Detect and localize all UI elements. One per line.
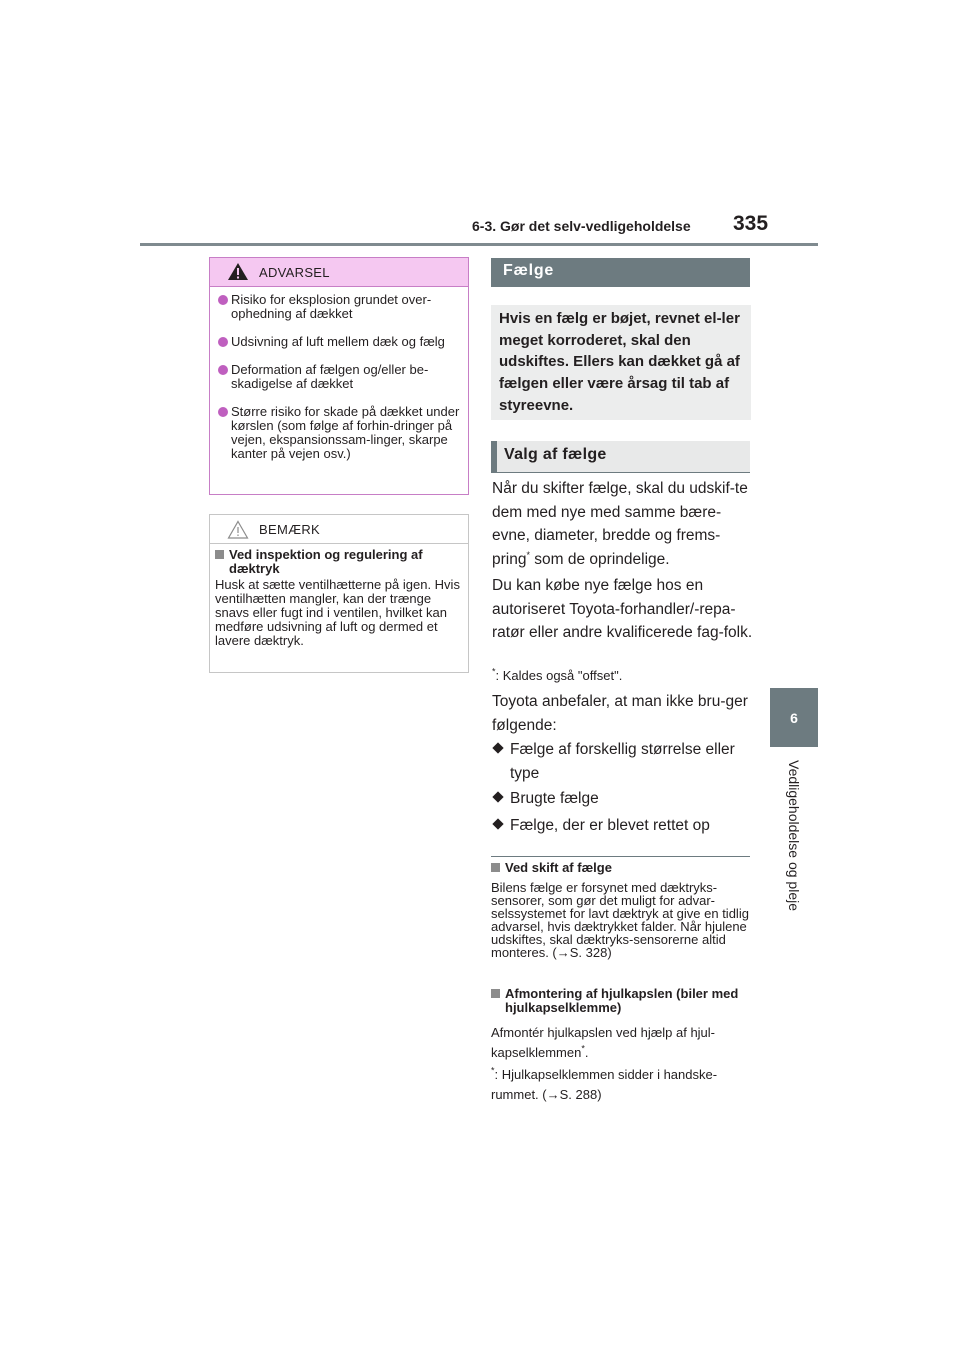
footnote-text: : Kaldes også "offset". — [495, 668, 623, 683]
bullet-dot-icon — [218, 407, 228, 417]
warning-item-text: Udsivning af luft mellem dæk og fælg — [231, 334, 445, 349]
square-bullet-icon — [491, 863, 500, 872]
warning-item-text: Større risiko for skade på dækket under kørslen (som følge af forhin-dringer på vejen, ekspansionssam-linger, skarpe kanter på vejen osv.) — [231, 404, 460, 461]
bullet-item — [492, 738, 754, 785]
warning-triangle-icon — [227, 262, 249, 281]
footnote-hubcap — [491, 1065, 753, 1105]
header-section-title: 6-3. Gør det selv-vedligeholdelse — [472, 218, 691, 234]
subsection-title: Valg af fælge — [504, 446, 607, 463]
note-heading-text: Ved skift af fælge — [505, 860, 612, 875]
caution-triangle-outline-icon — [227, 520, 249, 539]
paragraph-dealer: Du kan købe nye fælge hos en autoriseret Toyota-forhandler/-repa-ratør eller andre kvalificerede fag-folk. — [492, 577, 753, 641]
note-title: BEMÆRK — [259, 522, 321, 537]
note-text-rim-change: Bilens fælge er forsynet med dæktryks-sensorer, som gør det muligt for advar-selssystemet for lavt dæktryk at give en tidlig advarsel, hvis dæktrykket falder. Når hjulene udskiftes, skal dæktryks-sensorerne altid monteres. (→S. 328) — [491, 880, 749, 960]
chapter-label: Vedligeholdelse og pleje — [786, 760, 802, 912]
bullet-text: Fælge af forskellig størrelse eller type — [510, 741, 735, 782]
divider — [491, 856, 750, 857]
bullet-text: Fælge, der er blevet rettet op — [510, 817, 710, 834]
diamond-bullet-icon — [492, 742, 503, 753]
warning-header — [210, 258, 468, 287]
bullet-item — [492, 814, 754, 838]
warning-item — [218, 405, 460, 461]
note-heading-text: Afmontering af hjulkapslen (biler med hjulkapselklemme) — [505, 986, 739, 1015]
square-bullet-icon — [491, 989, 500, 998]
footnote-marker: * — [581, 1043, 585, 1054]
note-heading-hubcap — [491, 987, 753, 1015]
chapter-number: 6 — [790, 709, 798, 726]
warning-list — [210, 287, 468, 461]
warning-item — [218, 363, 460, 391]
bullet-dot-icon — [218, 337, 228, 347]
subsection-title-bar — [491, 441, 750, 473]
page-number: 335 — [733, 212, 769, 235]
diamond-bullet-icon — [492, 818, 503, 829]
warning-title: ADVARSEL — [259, 265, 330, 280]
subsection-accent — [491, 441, 497, 472]
footnote-marker: * — [491, 1065, 495, 1076]
intro-box — [491, 305, 751, 420]
paragraph-recommendation: Toyota anbefaler, at man ikke bru-ger følgende: — [492, 693, 748, 734]
note-text: Husk at sætte ventilhætterne på igen. Hvis ventilhætten mangler, kan der trænge snavs eller fugt ind i ventilen, hvilket kan medføre udsivning af luft og dermed et lavere dæktryk. — [215, 577, 460, 648]
bullet-dot-icon — [218, 295, 228, 305]
bullet-text: Brugte fælge — [510, 790, 599, 807]
section-title-bar — [491, 258, 750, 287]
square-bullet-icon — [215, 550, 224, 559]
paragraph-text: Når du skifter fælge, skal du udskif-te dem med nye med samme bære-evne, diameter, bredde og frems-pring — [492, 480, 748, 568]
warning-item-text: Risiko for eksplosion grundet over-ophedning af dækket — [231, 292, 432, 321]
note-subheading-text: Ved inspektion og regulering af dæktryk — [229, 547, 423, 576]
note-header — [210, 515, 468, 544]
paragraph-replace-rims — [492, 477, 754, 571]
section-title: Fælge — [503, 262, 555, 279]
footnote-offset — [492, 668, 622, 683]
footnote-marker: * — [492, 666, 496, 677]
warning-box — [209, 257, 469, 495]
bullet-dot-icon — [218, 365, 228, 375]
warning-item — [218, 293, 460, 321]
warning-item-text: Deformation af fælgen og/eller be-skadigelse af dækket — [231, 362, 429, 391]
note-body — [210, 544, 468, 648]
chapter-tab — [770, 688, 818, 747]
bullet-item — [492, 787, 754, 811]
note-text-hubcap — [491, 1023, 753, 1063]
paragraph-text: som de oprindelige. — [529, 550, 670, 568]
intro-text: Hvis en fælg er bøjet, revnet el-ler meget korroderet, skal den udskiftes. Ellers kan dækket gå af fælgen eller være årsag til tab af styreevne. — [499, 310, 740, 414]
note-text: . — [584, 1045, 589, 1060]
note-text: Afmontér hjulkapslen ved hjælp af hjul-kapselklemmen — [491, 1025, 716, 1060]
note-box — [209, 514, 469, 673]
note-heading-rim-change — [491, 861, 753, 875]
header-rule — [140, 243, 818, 246]
note-subheading — [215, 548, 463, 576]
diamond-bullet-icon — [492, 791, 503, 802]
warning-item — [218, 335, 460, 349]
footnote-text: : Hjulkapselklemmen sidder i handske-rummet. (→S. 288) — [491, 1067, 718, 1102]
footnote-marker: * — [526, 549, 530, 560]
